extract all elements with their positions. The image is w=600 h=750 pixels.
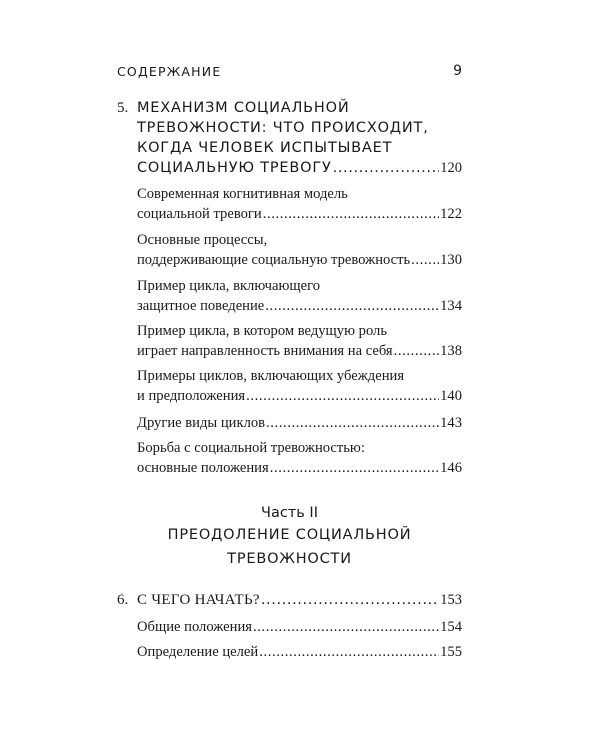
entry-title-line: Пример цикла, в котором ведущую роль [137, 323, 387, 339]
chapter-title-line: ТРЕВОЖНОСТИ: ЧТО ПРОИСХОДИТ, [137, 120, 429, 136]
entry-title-line: Примеры циклов, включающих убеждения [137, 368, 405, 384]
dot-leader [261, 590, 439, 610]
part-label: Часть II [261, 505, 318, 521]
chapter-title-line: КОГДА ЧЕЛОВЕК ИСПЫТЫВАЕТ [137, 140, 393, 156]
toc-page-ref: 134 [440, 298, 462, 314]
toc-page-ref: 120 [440, 160, 462, 176]
entry-title-line: основные положения [137, 460, 269, 476]
dot-leader [411, 250, 439, 270]
toc-entry[interactable] [137, 230, 462, 270]
running-head [117, 64, 462, 82]
dot-leader [246, 386, 439, 406]
entry-title-line: Общие положения [137, 619, 252, 635]
toc-entry[interactable] [137, 184, 462, 224]
entry-title-line: Определение целей [137, 644, 259, 660]
dot-leader [259, 642, 439, 662]
toc-entry[interactable] [137, 276, 462, 316]
entry-title-line: социальной тревоги [137, 206, 262, 222]
toc-page-ref: 155 [440, 644, 462, 660]
entry-title-line: Современная когнитивная модель [137, 186, 348, 202]
entry-title-line: Пример цикла, включающего [137, 278, 321, 294]
chapter-title-line: С ЧЕГО НАЧАТЬ? [137, 592, 260, 608]
toc-page-ref: 122 [440, 206, 462, 222]
toc-chapter-5[interactable] [117, 98, 462, 180]
entry-title-line: играет направленность внимания на себя [137, 343, 393, 359]
part-title-line: ПРЕОДОЛЕНИЕ СОЦИАЛЬНОЙ [167, 527, 412, 543]
entry-title-line: поддерживающие социальную тревожность [137, 252, 411, 268]
toc-page-ref: 154 [440, 619, 462, 635]
toc-page-ref: 146 [440, 460, 462, 476]
running-head-title: СОДЕРЖАНИЕ [117, 64, 222, 79]
dot-leader [270, 458, 439, 478]
entry-title-line: Борьба с социальной тревожностью: [137, 440, 365, 456]
toc-page-ref: 140 [440, 388, 462, 404]
toc-page-ref: 138 [440, 343, 462, 359]
toc-page-ref: 130 [440, 252, 462, 268]
dot-leader [266, 413, 439, 433]
entry-title-line: защитное поведение [137, 298, 265, 314]
chapter-number: 5. [117, 100, 129, 116]
toc-page-ref: 143 [440, 415, 462, 431]
dot-leader [263, 204, 439, 224]
page-number: 9 [453, 63, 462, 79]
toc-entry[interactable] [137, 321, 462, 361]
toc-page-ref: 153 [440, 592, 462, 608]
part-title [117, 523, 462, 571]
toc-entry[interactable] [137, 617, 462, 637]
chapter-title-line: МЕХАНИЗМ СОЦИАЛЬНОЙ [137, 100, 350, 116]
entry-title-line: Другие виды циклов [137, 415, 266, 431]
toc-entry[interactable] [137, 642, 462, 662]
entry-title-line: и предположения [137, 388, 246, 404]
dot-leader [265, 296, 439, 316]
toc-entry[interactable] [137, 366, 462, 406]
chapter-title-line: СОЦИАЛЬНУЮ ТРЕВОГУ [137, 160, 332, 176]
toc-entry[interactable] [137, 438, 462, 478]
entry-title-line: Основные процессы, [137, 232, 268, 248]
toc-entry[interactable] [137, 413, 462, 433]
chapter-number: 6. [117, 592, 129, 608]
dot-leader [253, 617, 439, 637]
part-title-line: ТРЕВОЖНОСТИ [227, 551, 352, 567]
dot-leader [333, 158, 440, 178]
dot-leader [394, 341, 440, 361]
toc-chapter-6[interactable] [117, 590, 462, 612]
